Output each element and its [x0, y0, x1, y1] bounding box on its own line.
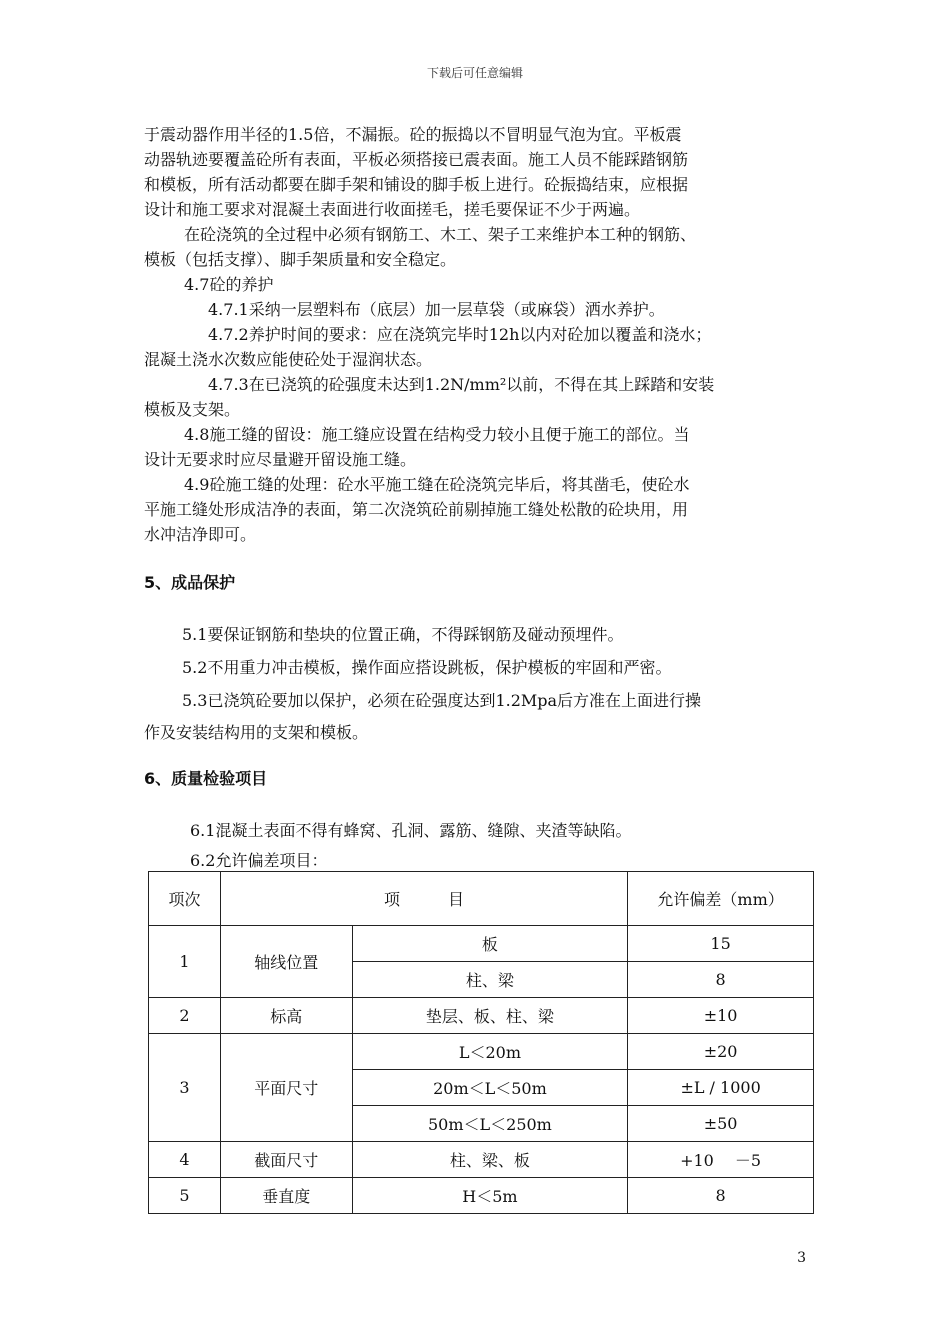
- table-cell: 8: [628, 1178, 814, 1214]
- list-item: 5.2不用重力冲击模板，操作面应搭设跳板，保护模板的牢固和严密。: [182, 658, 672, 677]
- table-cell: L＜20m: [352, 1034, 628, 1070]
- list-item: 6.2允许偏差项目：: [190, 851, 328, 870]
- table-header-row: [149, 872, 814, 926]
- paragraph-line: 4.8施工缝的留设：施工缝应设置在结构受力较小且便于施工的部位。当: [184, 425, 690, 444]
- paragraph-line: 于震动器作用半径的1.5倍，不漏振。砼的振捣以不冒明显气泡为宜。平板震: [144, 125, 682, 144]
- paragraph-line: 和模板，所有活动都要在脚手架和铺设的脚手板上进行。砼振捣结束，应根据: [144, 175, 689, 194]
- table-cell: 15: [628, 926, 814, 962]
- paragraph-line: 平施工缝处形成洁净的表面，第二次浇筑砼前剔掉施工缝处松散的砼块用，用: [144, 500, 689, 519]
- table-cell: 8: [628, 962, 814, 998]
- table-cell: ±L / 1000: [628, 1070, 814, 1106]
- paragraph-line: 设计和施工要求对混凝土表面进行收面搓毛，搓毛要保证不少于两遍。: [144, 200, 641, 219]
- list-item: 5.1要保证钢筋和垫块的位置正确，不得踩钢筋及碰动预埋件。: [182, 625, 624, 644]
- list-item: 6.1混凝土表面不得有蜂窝、孔洞、露筋、缝隙、夹渣等缺陷。: [190, 821, 632, 840]
- paragraph-line: 水冲洁净即可。: [144, 525, 257, 544]
- table-cell: 柱、梁: [352, 962, 628, 998]
- table-cell: +10 －5: [628, 1142, 814, 1178]
- table-cell: 50m＜L＜250m: [352, 1106, 628, 1142]
- paragraph-line: 设计无要求时应尽量避开留设施工缝。: [144, 450, 417, 469]
- page-number: 3: [797, 1250, 806, 1266]
- table-cell: 截面尺寸: [220, 1142, 352, 1178]
- table-cell: 5: [149, 1178, 221, 1214]
- table-row: [149, 926, 814, 962]
- table-cell: ±20: [628, 1034, 814, 1070]
- paragraph-line: 在砼浇筑的全过程中必须有钢筋工、木工、架子工来维护本工种的钢筋、: [184, 225, 697, 244]
- section-6: [144, 766, 814, 870]
- table-header-cell: 项 目: [220, 872, 627, 926]
- paragraph-line: 4.7.3在已浇筑的砼强度未达到1.2N/mm²以前，不得在其上踩踏和安装: [208, 375, 715, 394]
- table-row: [149, 1178, 814, 1214]
- table-cell: 柱、梁、板: [352, 1142, 628, 1178]
- table-row: [149, 1034, 814, 1070]
- table-row: [149, 1142, 814, 1178]
- table-cell: 垂直度: [220, 1178, 352, 1214]
- table-cell: 标高: [220, 998, 352, 1034]
- table-cell: 垫层、板、柱、梁: [352, 998, 628, 1034]
- section-heading: 5、成品保护: [144, 573, 236, 592]
- document-body: [144, 122, 814, 562]
- page-header: 下载后可任意编辑: [426, 66, 523, 80]
- table-cell: 3: [149, 1034, 221, 1142]
- table-cell: 2: [149, 998, 221, 1034]
- list-item: 作及安装结构用的支架和模板。: [144, 723, 369, 742]
- table-cell: 板: [352, 926, 628, 962]
- table-cell: ±50: [628, 1106, 814, 1142]
- paragraph-line: 模板及支架。: [144, 400, 241, 419]
- paragraph-line: 4.7.1采纳一层塑料布（底层）加一层草袋（或麻袋）洒水养护。: [208, 300, 665, 319]
- table-cell: 平面尺寸: [220, 1034, 352, 1142]
- table-cell: 20m＜L＜50m: [352, 1070, 628, 1106]
- table-header-cell: 允许偏差（mm）: [628, 872, 814, 926]
- table-cell: 1: [149, 926, 221, 998]
- paragraph-line: 4.7.2养护时间的要求：应在浇筑完毕时12h以内对砼加以覆盖和浇水；: [208, 325, 712, 344]
- paragraph-line: 模板（包括支撑）、脚手架质量和安全稳定。: [144, 250, 457, 269]
- list-item: 5.3已浇筑砼要加以保护，必须在砼强度达到1.2Mpa后方准在上面进行操: [182, 691, 702, 710]
- table-cell: 4: [149, 1142, 221, 1178]
- subsection-title: 4.7砼的养护: [184, 275, 274, 294]
- table-cell: ±10: [628, 998, 814, 1034]
- table-cell: 轴线位置: [220, 926, 352, 998]
- section-5: [144, 570, 814, 750]
- section-heading: 6、质量检验项目: [144, 769, 268, 788]
- paragraph-line: 动器轨迹要覆盖砼所有表面，平板必须搭接已震表面。施工人员不能踩踏钢筋: [144, 150, 689, 169]
- paragraph-line: 混凝土浇水次数应能使砼处于湿润状态。: [144, 350, 433, 369]
- paragraph-line: 4.9砼施工缝的处理：砼水平施工缝在砼浇筑完毕后，将其凿毛，使砼水: [184, 475, 690, 494]
- table-header-cell: 项次: [149, 872, 221, 926]
- table-cell: H＜5m: [352, 1178, 628, 1214]
- tolerance-table: [148, 871, 814, 1214]
- table-row: [149, 998, 814, 1034]
